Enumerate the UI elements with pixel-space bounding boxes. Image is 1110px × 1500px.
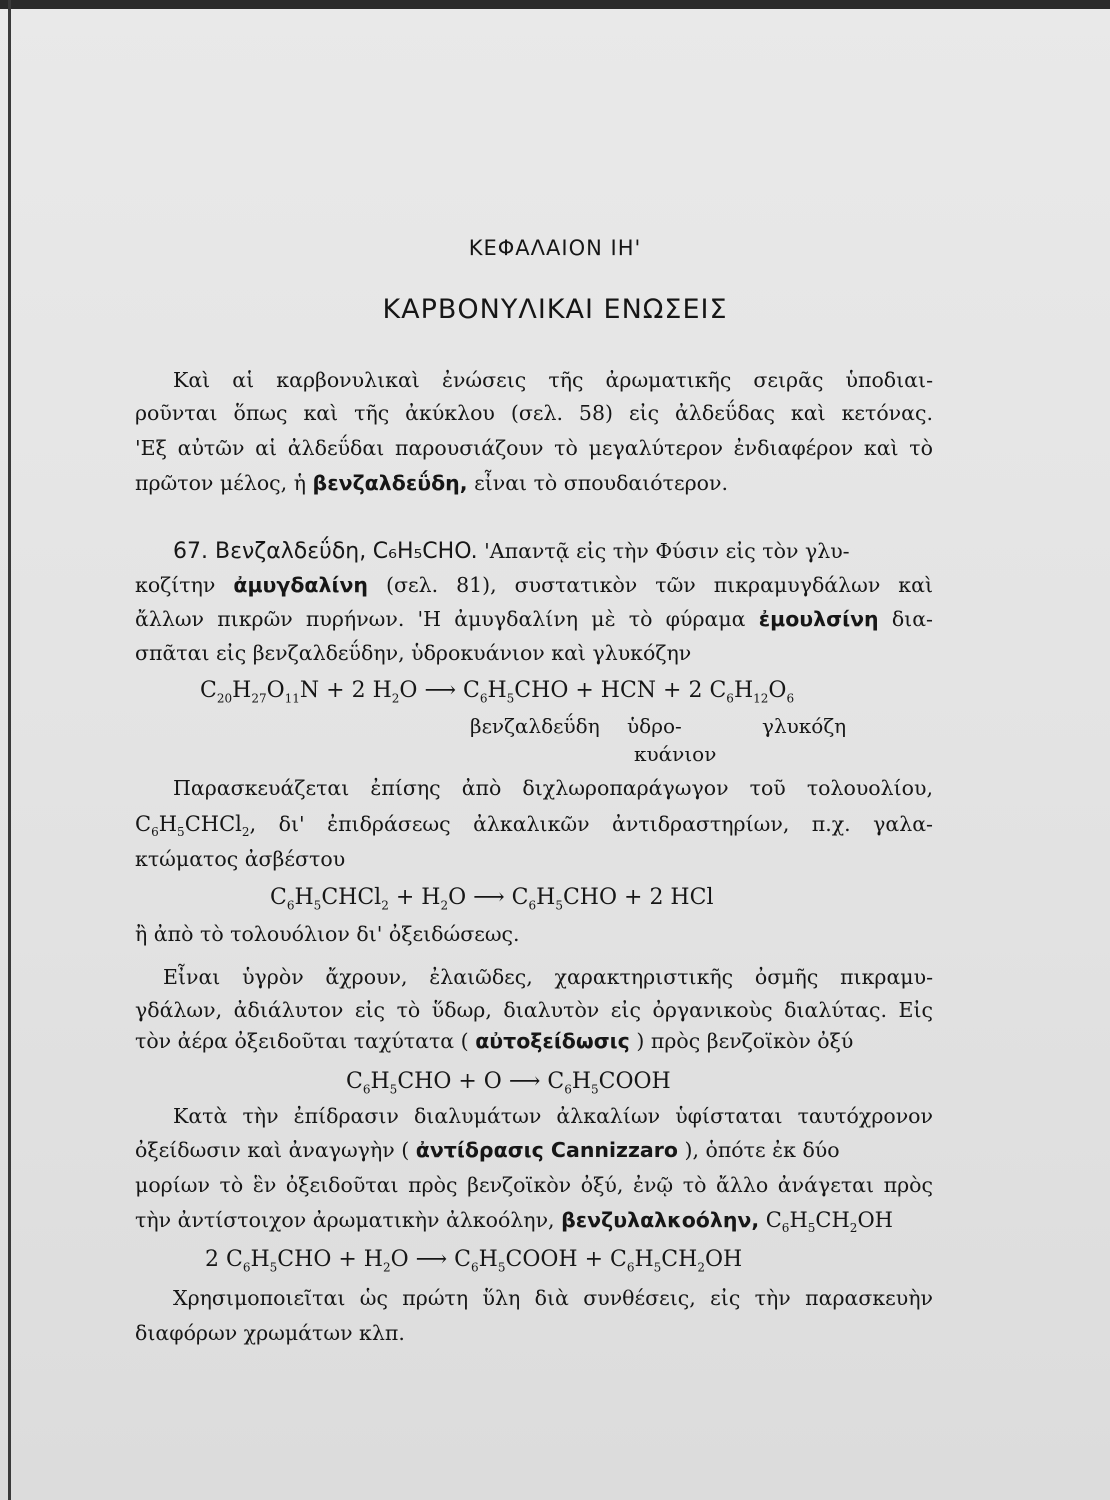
term-emulsin: ἐμουλσίνη [758, 607, 879, 631]
para-5-line-1: Κατὰ τὴν ἐπίδρασιν διαλυμάτων ἀλκαλίων ὑφίσταται ταυτόχρονον [173, 1104, 933, 1128]
term-cannizzaro: ἀντίδρασις Cannizzaro [415, 1138, 678, 1162]
chapter-title: ΚΑΡΒΟΝΥΛΙΚΑΙ ΕΝΩΣΕΙΣ [382, 294, 728, 325]
label-hydrocyanic-2: κυάνιον [634, 742, 717, 766]
scan-left-edge [8, 0, 11, 1500]
para-2-line-2 [135, 808, 933, 840]
text-span: ), ὁπότε ἐκ δύο [684, 1138, 840, 1162]
term-autoxidation: αὐτοξείδωσις [475, 1029, 630, 1053]
label-hydrocyanic-1: ὑδρο- [627, 714, 682, 738]
equation-4: 2 $C_6H_5CHO + H_2O$ ⟶ $C_6H_5COOH + C_6H_5CH_2OH$ [205, 1247, 743, 1275]
equation-3: $C_6H_5CHO + O$ ⟶ $C_6H_5COOH$ [346, 1069, 671, 1097]
equation-1: $C_{20}H_{27}O_{11}N + 2$ $H_2O$ ⟶ $C_6H_5CHO$ + HCN + 2 $C_6H_{12}O_6$ [200, 678, 795, 706]
section-67-line-2 [135, 569, 933, 601]
formula-benzyl-alcohol: $C_6H_5CH_2OH$ [765, 1208, 893, 1236]
para-5-line-4 [135, 1204, 933, 1236]
para-6-line-1: Χρησιμοποιεῖται ὡς πρώτη ὕλη διὰ συνθέσεις, εἰς τὴν παρασκευὴν [173, 1286, 933, 1310]
para-4-line-3 [135, 1025, 933, 1057]
intro-text: εἶναι τὸ σπουδαιότερον. [474, 471, 728, 495]
term-benzaldehyde: βενζαλδεΰδη, [312, 471, 468, 495]
section-67-line-1 [173, 535, 933, 567]
intro-text: πρῶτον μέλος, ἡ [135, 471, 306, 495]
text-span: δι' ἐπιδράσεως ἀλκαλικῶν ἀντιδραστηρίων, π.χ. γαλα- [278, 812, 933, 836]
chapter-heading: ΚΕΦΑΛΑΙΟΝ ΙΗ' [468, 236, 642, 260]
section-67-formula: C₆H₅CHO. [372, 539, 478, 564]
scan-top-border [0, 0, 1110, 9]
para-2-line-3: κτώματος ἀσβέστου [135, 847, 346, 871]
para-2-line-1: Παρασκευάζεται ἐπίσης ἀπὸ διχλωροπαράγωγον τοῦ τολουολίου, [173, 776, 933, 800]
section-67-heading: 67. Βενζαλδεΰδη, [173, 539, 367, 564]
label-glucose: γλυκόζη [762, 714, 847, 738]
section-67-line-3 [135, 603, 933, 635]
text-span: τὴν ἀντίστοιχον ἀρωματικὴν ἀλκοόλην, [135, 1208, 555, 1232]
text-span: ἄλλων πικρῶν πυρήνων. 'Η ἀμυγδαλίνη μὲ τὸ φύραμα [135, 607, 746, 631]
para-6-line-2: διαφόρων χρωμάτων κλπ. [135, 1321, 405, 1345]
para-3: ἢ ἀπὸ τὸ τολουόλιον δι' ὀξειδώσεως. [135, 922, 520, 946]
para-4-line-1: Εἶναι ὑγρὸν ἄχρουν, ἐλαιῶδες, χαρακτηριστικῆς ὀσμῆς πικραμυ- [163, 965, 933, 989]
term-amygdalin: ἀμυγδαλίνη [233, 573, 369, 597]
formula-benzal-chloride: $C_6H_5CHCl_2$, [135, 812, 257, 840]
para-5-line-3: μορίων τὸ ἓν ὀξειδοῦται πρὸς βενζοϊκὸν ὀξύ, ἐνῷ τὸ ἄλλο ἀνάγεται πρὸς [135, 1173, 933, 1197]
section-67-text: 'Απαντᾷ εἰς τὴν Φύσιν εἰς τὸν γλυ- [484, 539, 850, 563]
term-benzyl-alcohol: βενζυλαλκοόλην, [561, 1208, 760, 1232]
intro-line-1: Καὶ αἱ καρβονυλικαὶ ἐνώσεις τῆς ἀρωματικῆς σειρᾶς ὑποδιαι- [173, 368, 933, 392]
intro-line-3: 'Εξ αὐτῶν αἱ ἀλδεΰδαι παρουσιάζουν τὸ μεγαλύτερον ἐνδιαφέρον καὶ τὸ [135, 436, 933, 460]
text-span: (σελ. 81), συστατικὸν τῶν πικραμυγδάλων καὶ [386, 573, 933, 597]
text-span: τὸν ἀέρα ὀξειδοῦται ταχύτατα ( [135, 1029, 469, 1053]
text-span: δια- [891, 607, 933, 631]
section-67-line-4: σπᾶται εἰς βενζαλδεΰδην, ὑδροκυάνιον καὶ γλυκόζην [135, 641, 692, 665]
text-span: κοζίτην [135, 573, 216, 597]
intro-line-2: ροῦνται ὅπως καὶ τῆς ἀκύκλου (σελ. 58) εἰς ἀλδεΰδας καὶ κετόνας. [135, 401, 933, 425]
label-benzaldehyde: βενζαλδεΰδη [470, 714, 600, 738]
para-4-line-2: γδάλων, ἀδιάλυτον εἰς τὸ ὕδωρ, διαλυτὸν εἰς ὀργανικοὺς διαλύτας. Εἰς [135, 998, 933, 1022]
equation-2: $C_6H_5CHCl_2 + H_2O$ ⟶ $C_6H_5CHO + 2$ HCl [270, 885, 714, 913]
intro-line-4 [135, 467, 933, 499]
text-span: ) πρὸς βενζοϊκὸν ὀξύ [636, 1029, 854, 1053]
para-5-line-2 [135, 1134, 933, 1166]
text-span: ὀξείδωσιν καὶ ἀναγωγὴν ( [135, 1138, 410, 1162]
